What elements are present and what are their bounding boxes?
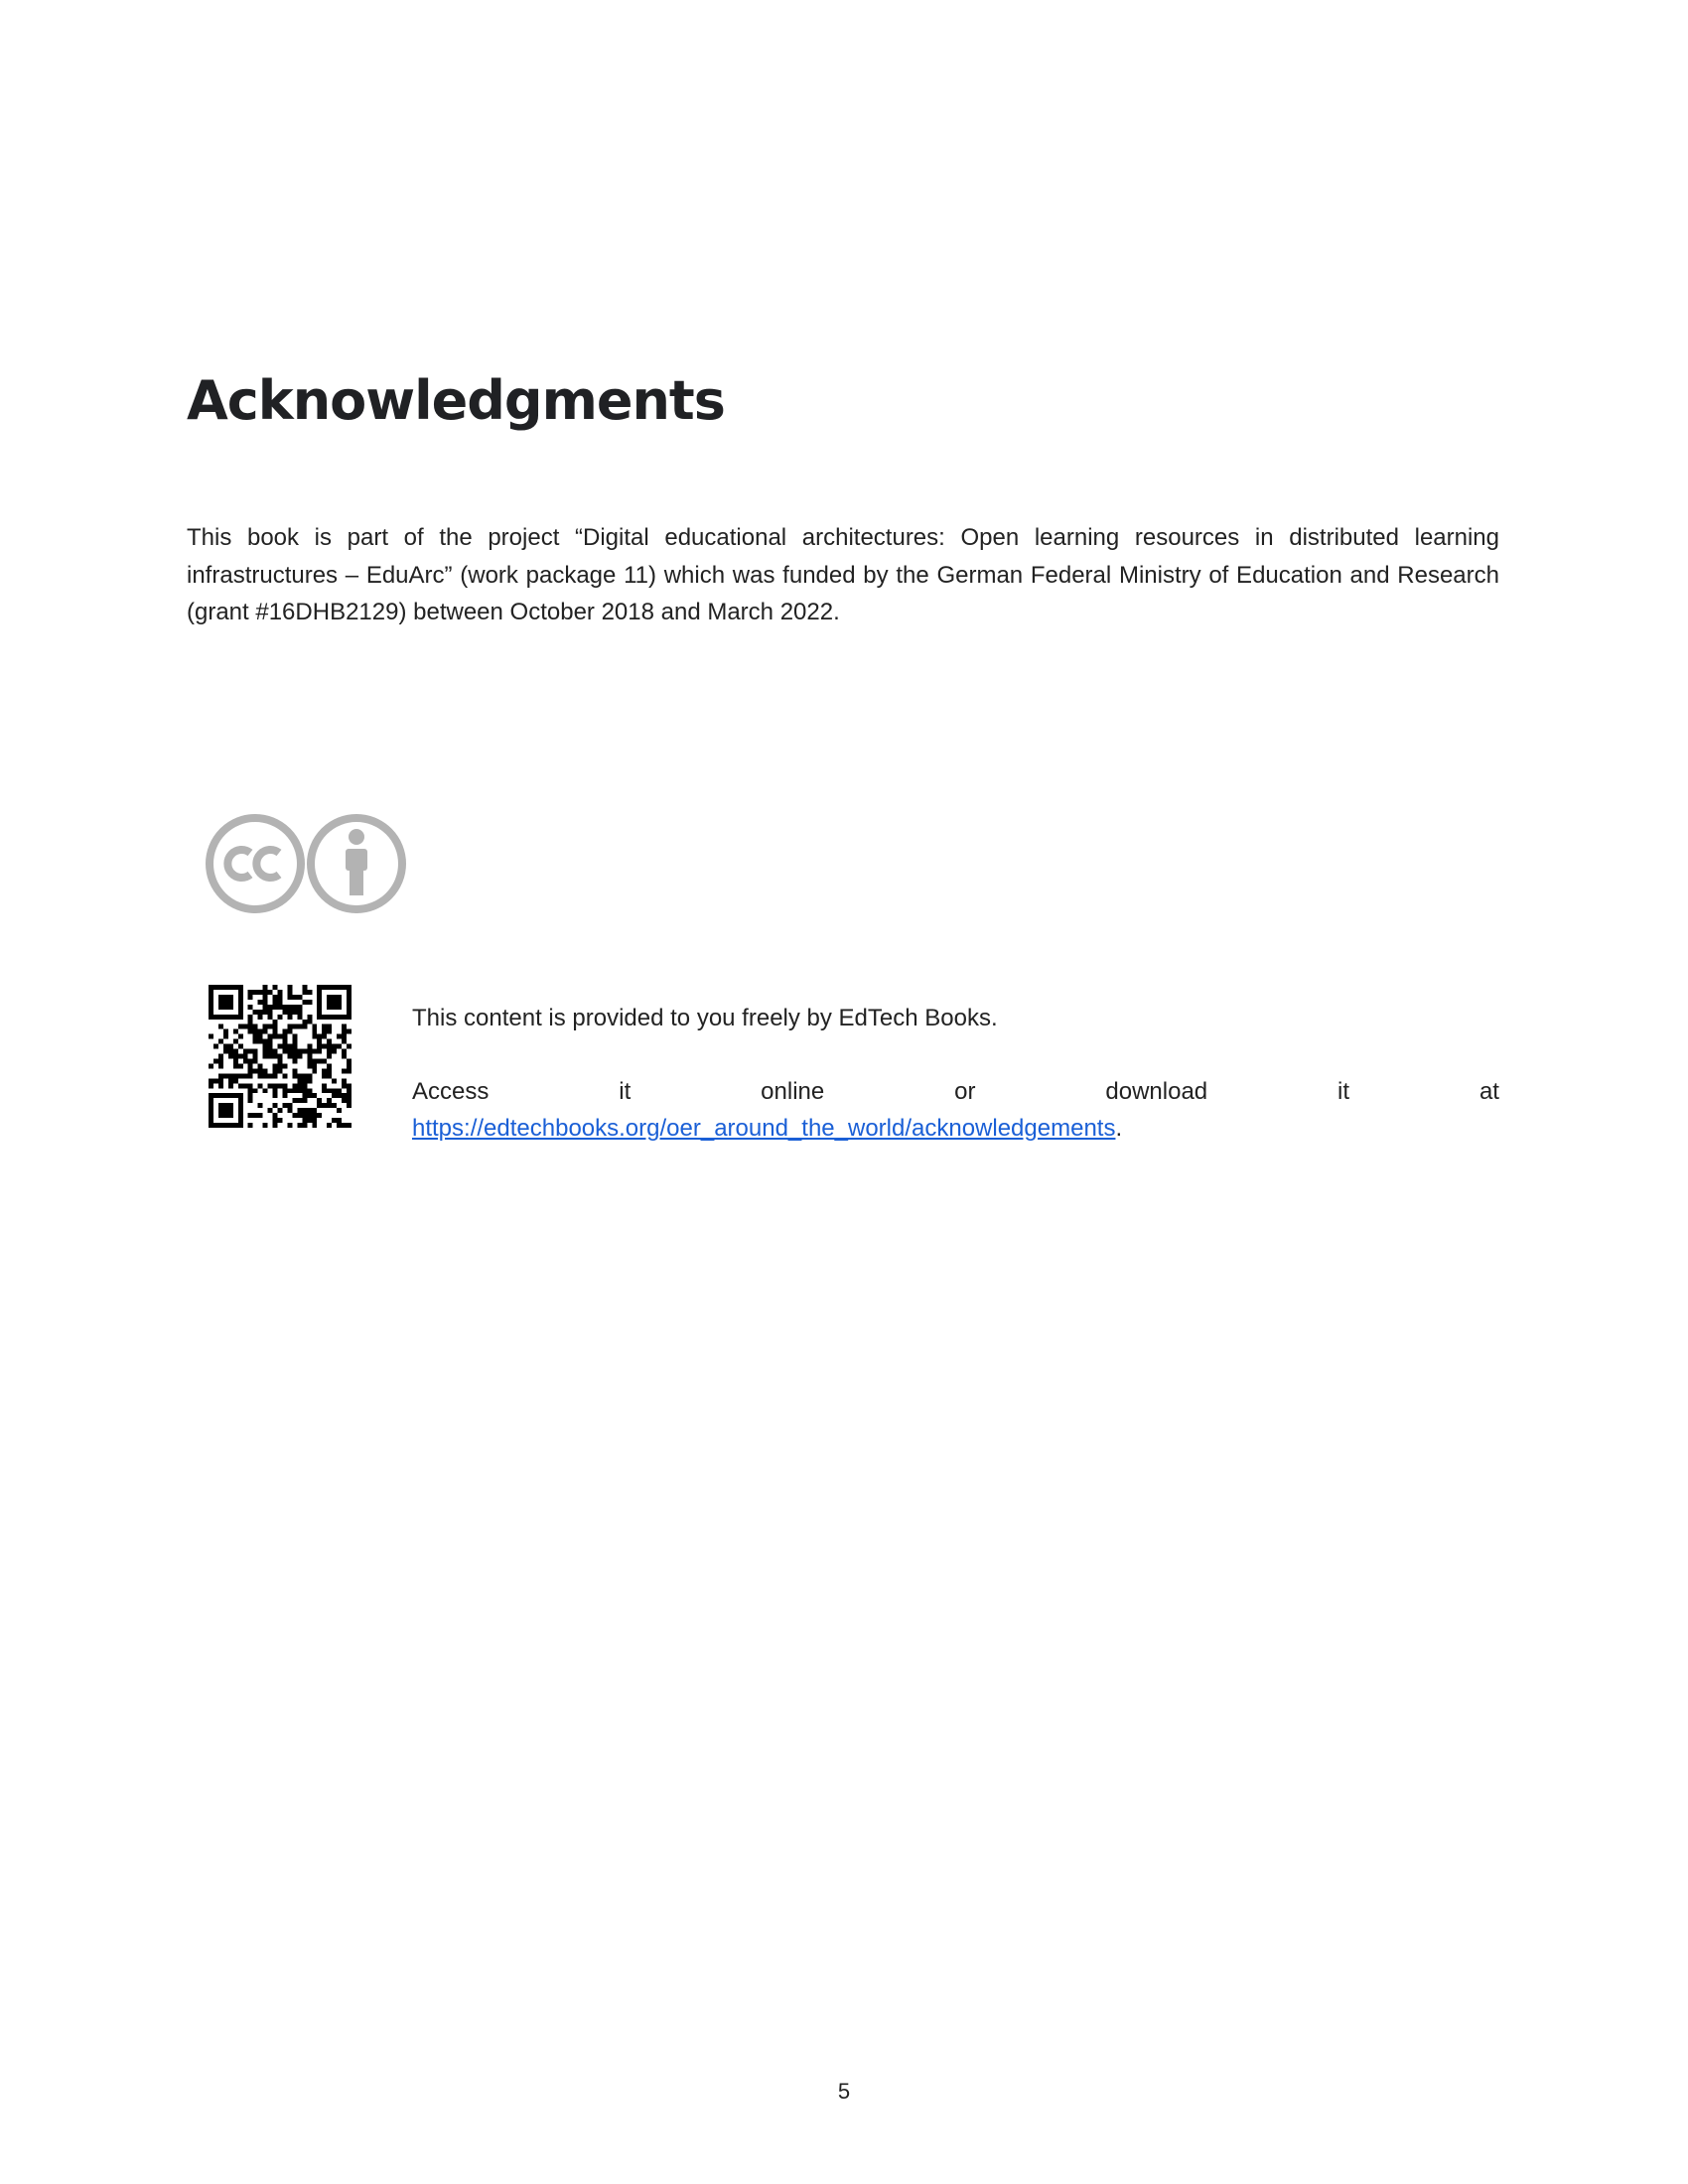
page-title: Acknowledgments [187, 369, 725, 432]
attribution-icon [311, 818, 402, 909]
access-word: at [1478, 1077, 1499, 1105]
access-text [412, 1073, 1499, 1148]
link-suffix: . [1115, 1115, 1123, 1142]
cc-by-license-icon [204, 812, 410, 915]
acknowledgment-paragraph: This book is part of the project “Digital educational architectures: Open learning resources in distributed learning infrastructures – EduArc” (work package 11) which was funded by the German Federal Ministry of Education and Research (grant #16DHB2129) between October 2018 and March 2022. [187, 524, 1499, 625]
access-word: online [761, 1077, 825, 1105]
page-number: 5 [837, 2079, 851, 2104]
book-url-link[interactable]: https://edtechbooks.org/oer_around_the_world/acknowledgements [412, 1115, 1116, 1142]
access-info [412, 1000, 1499, 1148]
access-link-line [412, 1110, 1499, 1148]
access-word: Access [412, 1077, 490, 1105]
provided-by-text: This content is provided to you freely by EdTech Books. [412, 1005, 998, 1031]
access-word: or [954, 1077, 976, 1105]
access-word: it [1337, 1077, 1350, 1105]
qr-code [209, 985, 352, 1128]
access-word: download [1105, 1077, 1208, 1105]
cc-icon [210, 818, 301, 909]
access-word: it [619, 1077, 632, 1105]
access-words-row [412, 1073, 1499, 1111]
